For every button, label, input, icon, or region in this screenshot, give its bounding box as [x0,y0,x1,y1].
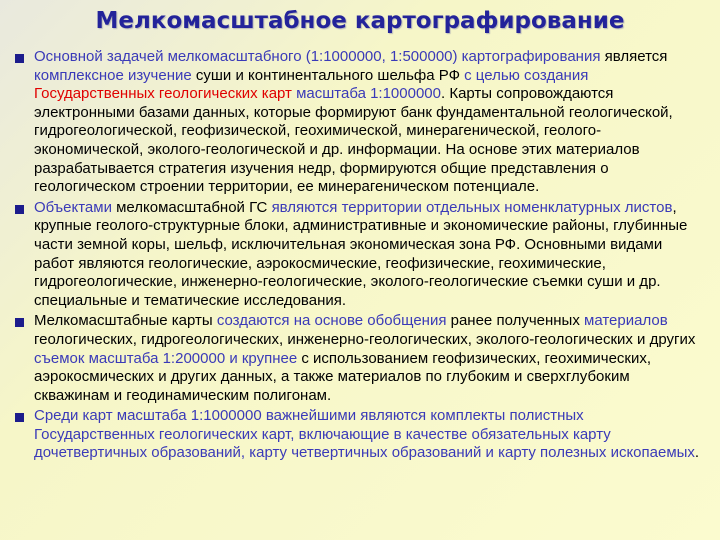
text-segment: Мелкомасштабные карты [34,312,217,330]
bullet-text [34,48,704,197]
text-segment: Объектами [34,198,112,216]
text-segment: мелкомасштабной ГС [111,198,272,216]
text-segment: геологических, гидрогеологических, инженерно-геологических, эколого-геологических и других [34,330,696,348]
bullet-text [34,312,704,405]
text-segment: масштаба 1:1000000 [296,85,441,103]
text-segment: . [694,444,700,462]
bullet-text [34,407,704,463]
bullet-item [14,407,704,463]
bullet-item [14,48,704,197]
square-bullet-icon [15,318,24,327]
text-segment: комплексное изучение [34,66,192,84]
square-bullet-icon [15,413,24,422]
slide-title: Мелкомасштабное картографирование [95,8,625,34]
text-segment: материалов [584,312,668,330]
square-bullet-icon [15,205,24,214]
bullet-list [14,48,704,465]
text-segment: суши и континентального шельфа РФ [191,66,465,84]
text-segment: создаются на основе обобщения [216,312,447,330]
text-segment: с целью создания [464,66,589,84]
square-bullet-icon [15,54,24,63]
bullet-item [14,312,704,405]
text-segment: . Карты сопровождаются электронными базами данных, которые формируют банк фундаментальной геологической, гидрогеологической, геофизической, геохимической, минерагенической, геолого-экономической, эколого-геологической и др. информации. На основе этих материалов разрабатывается стратегия изучения недр, формируются общие представления о геологическом строении территории, ее минерагеническом потенциале. [34,85,673,196]
text-segment: Среди карт масштаба 1:1000000 важнейшими являются комплекты полистных Государственных геологических карт, включающие в качестве обязательных карту дочетвертичных образований, карту четвертичных образований и карту полезных ископаемых [34,407,695,462]
text-segment: Государственных геологических карт [34,85,297,103]
text-segment: являются территории отдельных номенклатурных листов [271,198,673,216]
text-segment: Основной задачей мелкомасштабного (1:1000000, 1:500000) картографирования [34,48,601,65]
text-segment: с использованием геофизических, геохимических, аэрокосмических и других данных, а также материалов по глубоким и сверхглубоким скважинам и геодинамическим полигонам. [34,349,652,404]
text-segment: , крупные геолого-структурные блоки, административные и экономические районы, глубинные части земной коры, шельф, исключительная экономическая зона РФ. Основными видами работ являются геологические, аэрокосмические, геофизические, геохимические, гидрогеологические, инженерно-геологические, эколого-геологические съемки суши и др. специальные и тематические исследования. [34,198,688,309]
text-segment: ранее полученных [446,312,585,330]
bullet-item [14,199,704,311]
text-segment: съемок масштаба 1:200000 и крупнее [34,349,298,367]
bullet-text [34,199,704,311]
text-segment: является [600,48,668,65]
